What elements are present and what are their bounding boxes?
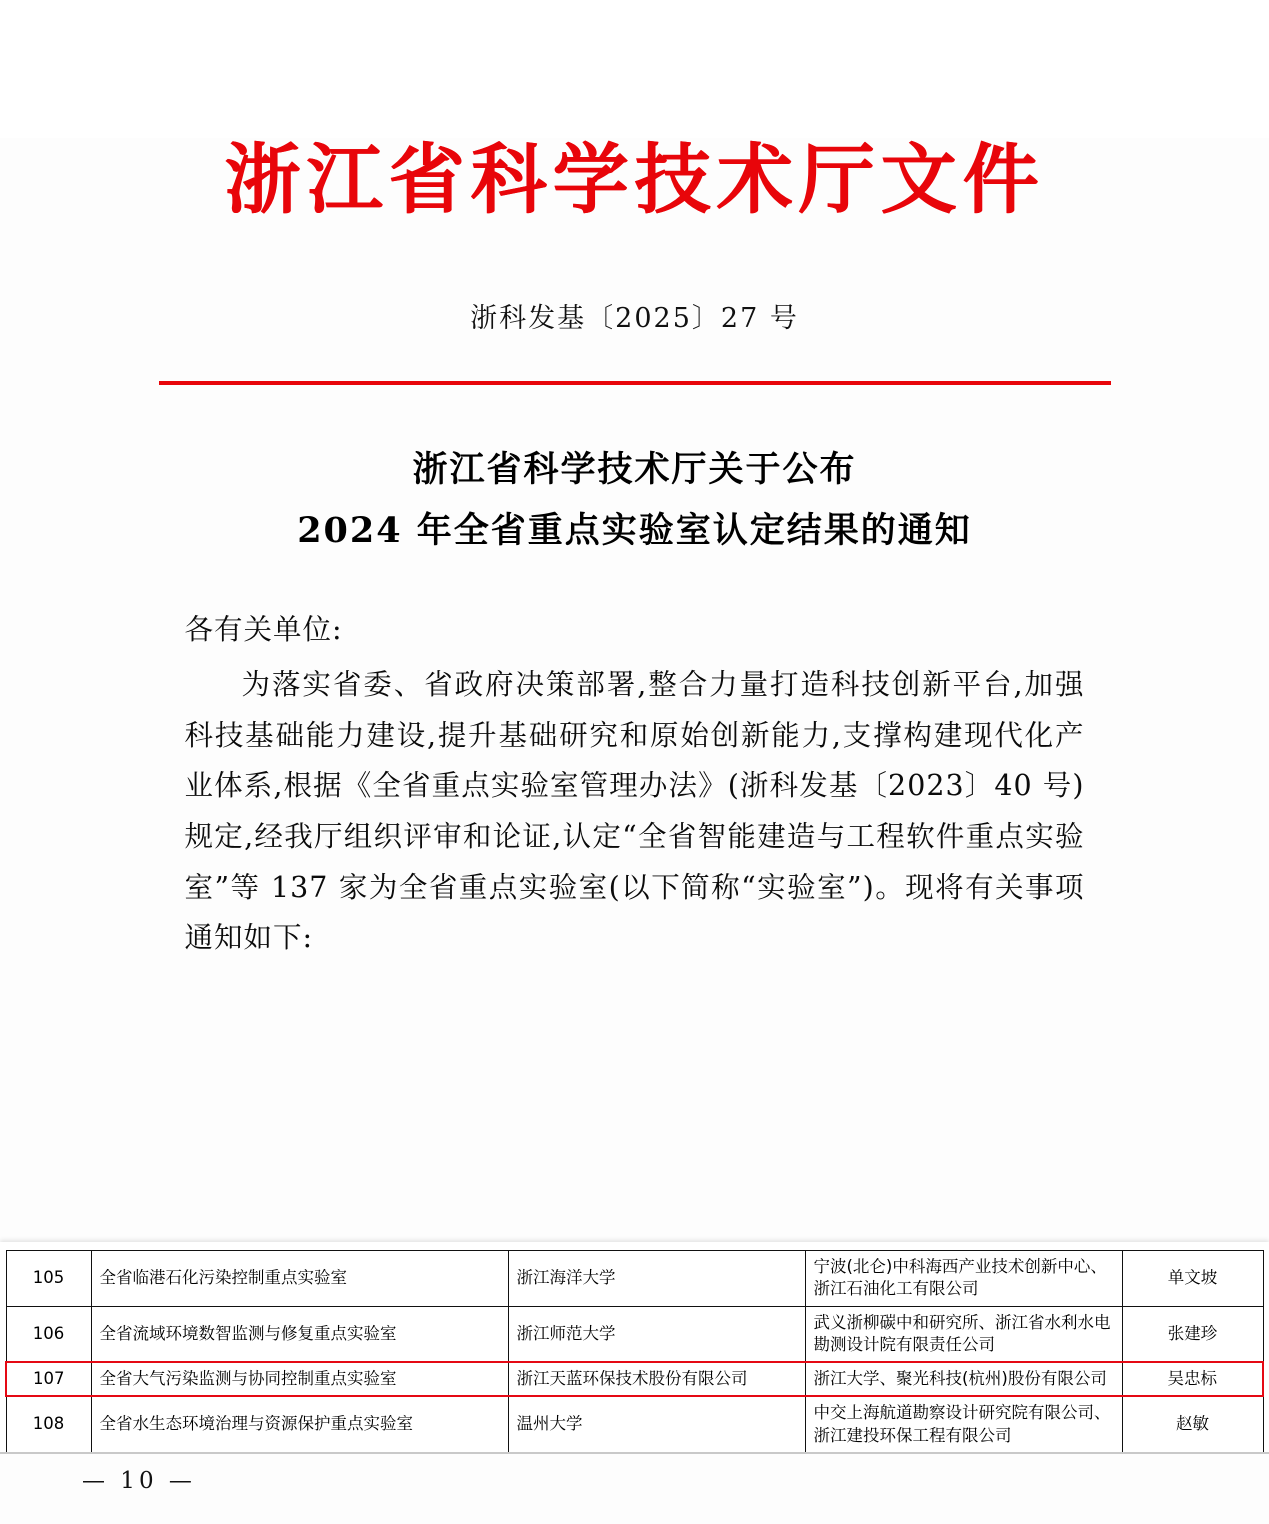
table-row xyxy=(6,1251,1263,1307)
row-number: 107 xyxy=(6,1362,91,1396)
document-number: 浙科发基〔2025〕27 号 xyxy=(470,302,799,334)
row-lab-name: 全省大气污染监测与协同控制重点实验室 xyxy=(91,1362,508,1396)
red-horizontal-rule xyxy=(159,381,1111,385)
row-person: 张建珍 xyxy=(1122,1306,1263,1362)
row-person: 吴忠标 xyxy=(1122,1362,1263,1396)
row-cooperating-units: 浙江大学、聚光科技(杭州)股份有限公司 xyxy=(805,1362,1122,1396)
row-host-unit: 温州大学 xyxy=(508,1396,805,1452)
document-body xyxy=(185,605,1085,964)
row-lab-name: 全省水生态环境治理与资源保护重点实验室 xyxy=(91,1396,508,1452)
row-cooperating-units: 宁波(北仑)中科海西产业技术创新中心、浙江石油化工有限公司 xyxy=(805,1251,1122,1307)
row-number: 106 xyxy=(6,1306,91,1362)
table-bottom-divider xyxy=(0,1452,1269,1454)
table-row xyxy=(6,1396,1263,1452)
document-page xyxy=(0,135,1269,1524)
row-cooperating-units: 中交上海航道勘察设计研究院有限公司、浙江建投环保工程有限公司 xyxy=(805,1396,1122,1452)
subject-line-1: 浙江省科学技术厅关于公布 xyxy=(412,448,857,490)
table-row-highlighted xyxy=(6,1362,1263,1396)
subject-line-2: 2024 年全省重点实验室认定结果的通知 xyxy=(297,509,972,551)
body-paragraph-1: 为落实省委、省政府决策部署,整合力量打造科技创新平台,加强科技基础能力建设,提升基础研究和原始创新能力,支撑构建现代化产业体系,根据《全省重点实验室管理办法》(浙科发基〔2023〕40 号)规定,经我厅组织评审和论证,认定“全省智能建造与工程软件重点实验室”等 137 家为全省重点实验室(以下简称“实验室”)。现将有关事项通知如下: xyxy=(184,667,1085,955)
document-subject xyxy=(0,439,1269,562)
row-cooperating-units: 武义浙柳碳中和研究所、浙江省水利水电勘测设计院有限责任公司 xyxy=(805,1306,1122,1362)
salutation: 各有关单位: xyxy=(184,613,343,647)
table-row xyxy=(6,1306,1263,1362)
row-host-unit: 浙江师范大学 xyxy=(508,1306,805,1362)
row-lab-name: 全省临港石化污染控制重点实验室 xyxy=(91,1251,508,1307)
row-number: 105 xyxy=(6,1251,91,1307)
page-number-footer: — 10 — xyxy=(82,1468,196,1494)
row-host-unit: 浙江海洋大学 xyxy=(508,1251,805,1307)
row-lab-name: 全省流域环境数智监测与修复重点实验室 xyxy=(91,1306,508,1362)
row-host-unit: 浙江天蓝环保技术股份有限公司 xyxy=(508,1362,805,1396)
row-person: 单文坡 xyxy=(1122,1251,1263,1307)
document-header-title: 浙江省科学技术厅文件 xyxy=(224,135,1045,224)
lab-table xyxy=(5,1250,1264,1453)
row-number: 108 xyxy=(6,1396,91,1452)
lab-table-region xyxy=(0,1242,1269,1452)
row-person: 赵敏 xyxy=(1122,1396,1263,1452)
